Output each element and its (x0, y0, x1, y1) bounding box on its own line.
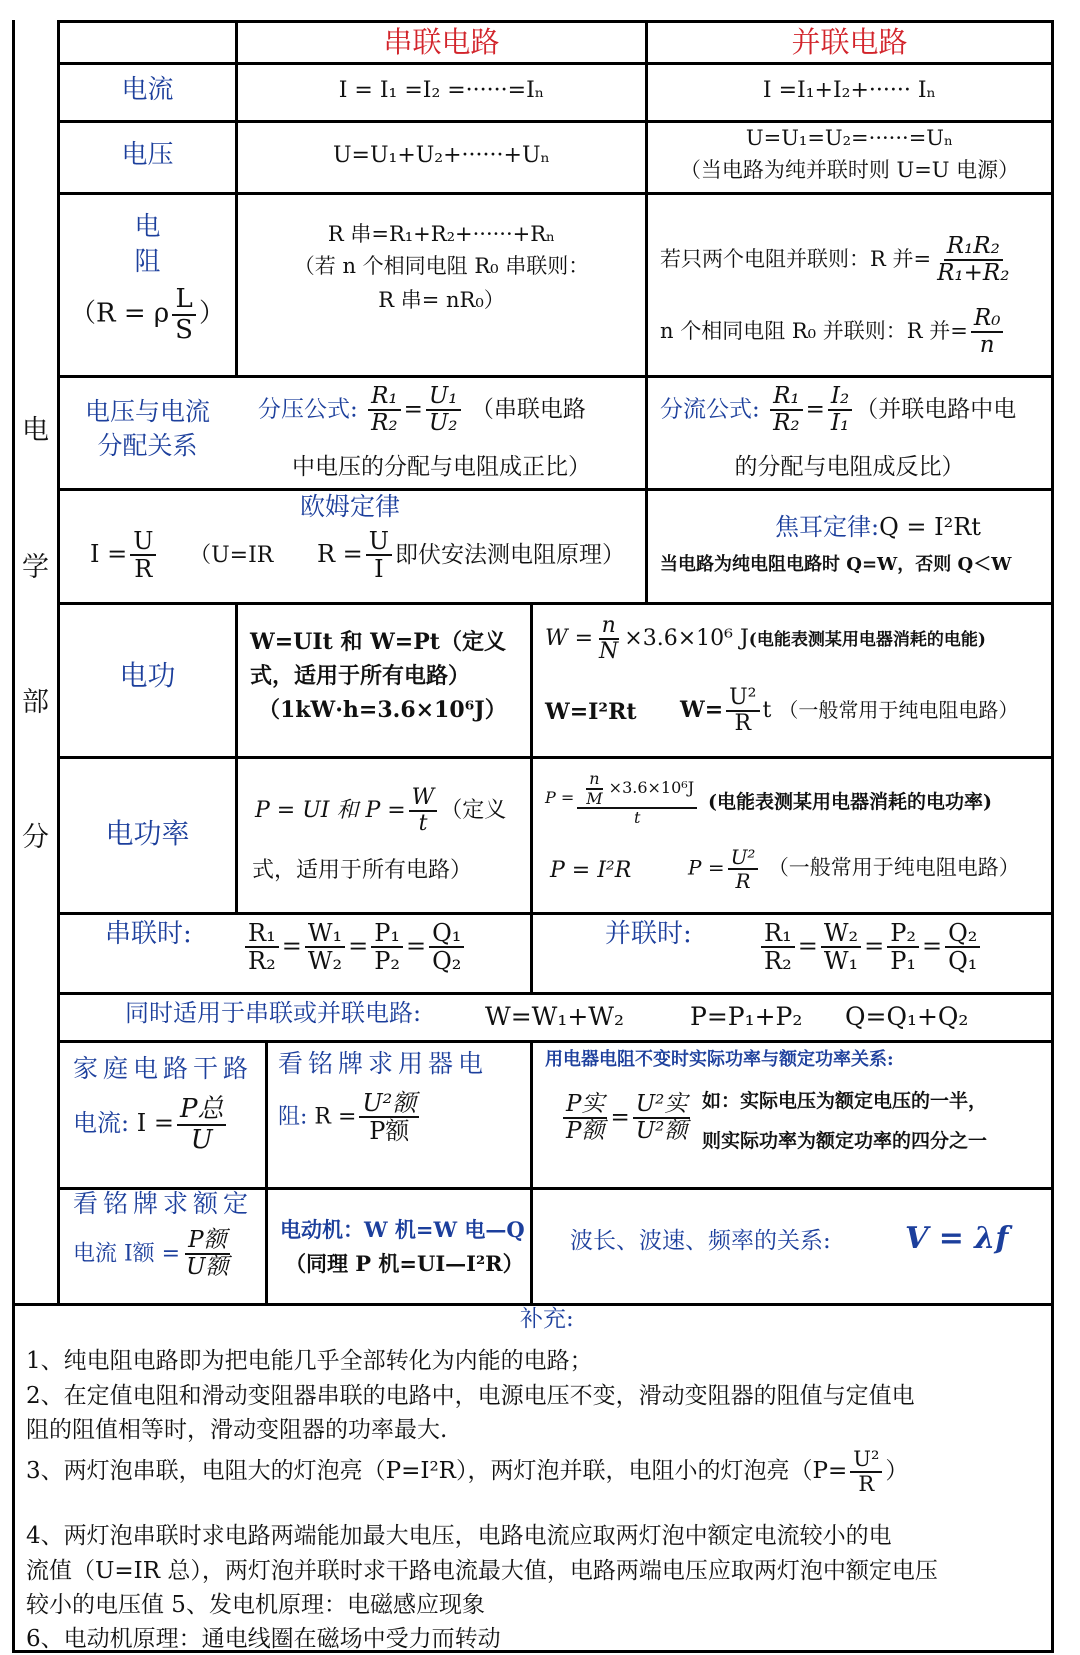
actual-p-fraction (563, 1092, 607, 1145)
ratio-parallel-q-num: Q₂ (945, 920, 980, 948)
wave-title: 波长、波速、频率的关系: (570, 1228, 831, 1254)
plate-i-title: 看铭牌求额定 (73, 1189, 254, 1218)
ohm-i-fraction (130, 528, 156, 583)
power-f2: P = I²R (550, 858, 632, 883)
ratio-series-r-den: R₂ (248, 947, 276, 976)
row-line-6 (57, 602, 1054, 605)
resistance-series-1: R 串=R₁+R₂+······+Rₙ (327, 222, 556, 246)
divider-series-u-fraction (426, 384, 461, 437)
divider-label-1: 电压与电流 (84, 397, 210, 426)
work-def-2: 式，适用于所有电路） (250, 663, 471, 689)
resistance-parallel-two-fraction (934, 234, 1012, 287)
border-right (1051, 20, 1054, 1653)
work-def-1: W=UIt 和 W=Pt（定义 (250, 629, 506, 655)
col-line-label-work (235, 602, 238, 915)
resistance-def-suffix: ） (198, 298, 225, 329)
divider-parallel-line2: 的分配与电阻成反比） (734, 454, 965, 480)
col-line-label-bottom (265, 1040, 268, 1306)
side-label-4: 分 (22, 822, 49, 853)
work-f3-tail: t (762, 698, 772, 724)
ratio-parallel-p (887, 920, 919, 975)
work-f3-note: （一般常用于纯电阻电路） (778, 698, 1019, 723)
side-label-3: 部 (22, 687, 49, 718)
resistance-label-1: 电 (134, 212, 161, 242)
work-f3-fraction (726, 686, 759, 736)
ohm-formulas (90, 528, 625, 583)
plate-i-num: P额 (185, 1228, 229, 1255)
resistance-series-2: （若 n 个相同电阻 R₀ 串联则： (293, 254, 590, 278)
power-meter-tail: ×3.6×10⁶J (608, 778, 695, 798)
home-prefix: 电流: (73, 1109, 130, 1138)
ratios-series-title: 串联时: (105, 919, 192, 949)
actual-formula: $\frac{\text{P实}}{\text{P额}}$ = $\frac{\text{U²实}}{\text{U²额}}$ (560, 1092, 693, 1145)
home-fraction (177, 1095, 227, 1154)
row-line-3 (57, 192, 1054, 195)
current-series: I = I₁ =I₂ =······=Iₙ (338, 78, 545, 103)
power-meter-fraction (577, 770, 697, 827)
motor-line-2: （同理 P 机=UI—I²R） (285, 1251, 524, 1276)
divider-label-2: 分配关系 (97, 431, 198, 460)
home-den: U (190, 1124, 213, 1155)
resistance-parallel-n-den: n (979, 332, 995, 359)
resistance-series-3: R 串= nR₀） (378, 288, 505, 312)
resistance-def-num: L (172, 285, 195, 316)
note-3-den: R (858, 1472, 875, 1497)
divider-parallel-title: 分流公式: (660, 396, 760, 423)
work-meter-formula (545, 614, 986, 664)
border-top (57, 20, 1054, 23)
note-6: 6、电动机原理：通电线圈在磁场中受力而转动 (26, 1626, 501, 1652)
ratio-parallel-p-den: P₁ (890, 947, 916, 976)
note-3-fraction (850, 1448, 882, 1496)
plate-i-prefix: 电流 I额 = (73, 1241, 181, 1267)
note-4a: 4、两灯泡串联时求电路两端能加最大电压，电路电流应取两灯泡中额定电流较小的电 (26, 1523, 892, 1549)
ohm-i-num: U (130, 528, 156, 556)
plate-r-prefix: 阻: (278, 1104, 308, 1130)
divider-series-u-den: U₂ (428, 410, 458, 437)
ratio-series-q-den: Q₂ (432, 947, 462, 976)
ratio-series-q-num: Q₁ (429, 920, 464, 948)
resistance-def-den: S (175, 314, 193, 345)
joule-law (775, 514, 981, 542)
joule-title: 焦耳定律: (775, 513, 880, 541)
resistance-parallel-two-num: R₁R₂ (944, 234, 1003, 261)
actual-u-fraction (633, 1092, 691, 1145)
power-def-fraction (409, 786, 438, 836)
motor-line-1: 电动机：W 机=W 电—Q (280, 1217, 525, 1242)
power-def (255, 786, 506, 836)
ratio-series-w-den: W₂ (307, 947, 343, 976)
side-label-2: 学 (22, 552, 49, 583)
ratios-parallel-title: 并联时: (605, 919, 692, 949)
ratio-parallel-r (761, 920, 795, 975)
actual-p-den: P额 (566, 1118, 605, 1145)
resistance-parallel-n (660, 306, 1006, 359)
row-line-1 (57, 62, 1054, 65)
work-meter-tail: ×3.6×10⁶ J (624, 626, 749, 652)
both-f2: P=P₁+P₂ (690, 1002, 803, 1031)
divider-series-formula: 分压公式: $\frac{\text{R₁}}{\text{R₂}}$ = $\frac{\text{U₁}}{\text{U₂}}$ （串联电路 (258, 383, 586, 437)
work-meter-fraction (596, 614, 621, 664)
note-4b: 流值（U=IR 总），两灯泡并联时求干路电流最大值，电路两端电压应取两灯泡中额定电压 (26, 1558, 938, 1584)
plate-i-fraction (183, 1228, 231, 1281)
wave-formula: V = λf (905, 1221, 1009, 1256)
row-line-2 (57, 120, 1054, 123)
current-parallel: I =I₁+I₂+······ Iₙ (762, 78, 937, 103)
both-f1: W=W₁+W₂ (485, 1002, 625, 1031)
ohm-r-num: U (366, 528, 392, 556)
divider-parallel-r-num: R₁ (770, 384, 803, 411)
ratio-parallel-p-num: P₂ (887, 920, 919, 948)
note-3 (26, 1448, 908, 1496)
ratio-parallel-r-den: R₂ (764, 947, 792, 976)
ohm-tail: 即伏安法测电阻原理） (395, 541, 626, 568)
ratio-series-w-num: W₁ (305, 920, 345, 948)
both-f3: Q=Q₁+Q₂ (845, 1002, 969, 1031)
divider-parallel-r-fraction (770, 384, 803, 437)
ohm-r-den: I (374, 555, 384, 584)
power-def-num: W (409, 786, 438, 812)
work-f3-num: U² (726, 686, 759, 712)
row-line-9 (57, 992, 1054, 995)
ratio-series-q (429, 920, 464, 975)
ratio-parallel-w (821, 920, 861, 975)
resistance-definition (60, 285, 235, 344)
ohm-mid: （U=IR (189, 542, 274, 568)
power-meter-prefix: P = (545, 787, 575, 807)
note-4c: 较小的电压值 5、发电机原理：电磁感应现象 (26, 1592, 485, 1618)
plate-r-r-prefix: R = (314, 1104, 357, 1130)
divider-series-r-num: R₁ (368, 384, 401, 411)
divider-parallel-tail: （并联电路中电 (855, 396, 1017, 423)
actual-p-num: P实 (563, 1092, 607, 1119)
col-line-mid-bottom (530, 1040, 533, 1306)
work-label: 电功 (119, 659, 176, 692)
work-f3-prefix: W= (680, 697, 724, 724)
power-def-tail: （定义 (440, 798, 507, 824)
work-meter-note: (电能表测某用电器消耗的电能) (748, 630, 986, 651)
power-def-prefix: P = UI 和 P = (255, 798, 406, 824)
plate-r-num: U²额 (359, 1090, 419, 1118)
actual-u-num: U²实 (633, 1092, 691, 1119)
actual-example-1: 如：实际电压为额定电压的一半， (702, 1090, 988, 1112)
voltage-parallel-2: （当电路为纯并联时则 U=U 电源） (679, 158, 1020, 182)
col-line-mid-work (530, 602, 533, 995)
power-f3-note: （一般常用于纯电阻电路） (767, 855, 1020, 880)
power-meter-inner-fraction (583, 770, 605, 807)
divider-parallel-r-den: R₂ (773, 410, 800, 437)
power-meter-inner-num: n (586, 770, 602, 790)
row-line-4 (57, 375, 1054, 378)
work-f2: W=I²Rt (545, 699, 637, 725)
power-meter-numerator (577, 770, 697, 809)
notes-title: 补充: (520, 1306, 574, 1332)
divider-parallel-i-den: I₁ (830, 410, 850, 437)
ohm-r-fraction (366, 528, 392, 583)
home-title: 家庭电路干路 (73, 1054, 254, 1083)
both-title: 同时适用于串联或并联电路: (125, 999, 422, 1027)
ohm-title: 欧姆定律 (300, 492, 401, 521)
row-line-10 (57, 1040, 1054, 1043)
voltage-series: U=U₁+U₂+······+Uₙ (332, 143, 550, 168)
border-left (12, 20, 15, 1653)
home-formula (73, 1095, 229, 1154)
divider-series-r-fraction (368, 384, 401, 437)
divider-series-r-den: R₂ (371, 410, 398, 437)
ohm-r-prefix: R = (316, 539, 363, 568)
power-f3-prefix: P = (688, 855, 725, 880)
work-meter-prefix: W = (545, 626, 594, 652)
home-num: P总 (177, 1095, 227, 1126)
plate-r-den: P额 (369, 1117, 410, 1146)
ohm-i-den: R (134, 555, 153, 584)
ratio-parallel-r-num: R₁ (761, 920, 795, 948)
ratio-series-p-den: P₂ (374, 947, 400, 976)
ratios-parallel: $\frac{\text{R₁}}{\text{R₂}}$ = $\frac{\text{W₂}}{\text{W₁}}$ = $\frac{\text{P₂}}{\text{P₁}}$ = $\frac{\text{Q₂}}{\text{Q₁}}$ (758, 920, 983, 975)
resistance-def-prefix: （R = ρ (69, 298, 170, 329)
header-parallel: 并联电路 (791, 25, 908, 59)
power-label: 电功率 (105, 817, 190, 850)
work-meter-num: n (599, 614, 619, 640)
ratio-series-p-num: P₁ (371, 920, 403, 948)
power-f3-den: R (735, 869, 751, 893)
ratio-parallel-w-num: W₂ (821, 920, 861, 948)
divider-parallel-i-num: I₂ (828, 384, 852, 411)
voltage-label: 电压 (121, 140, 174, 170)
note-3-text: 3、两灯泡串联，电阻大的灯泡亮（P=I²R），两灯泡并联，电阻小的灯泡亮（P= (26, 1458, 848, 1485)
work-def-3: （1kW·h=3.6×10⁶J） (258, 697, 507, 723)
power-meter-den: t (633, 808, 641, 828)
ratio-parallel-q-den: Q₁ (948, 947, 978, 976)
note-3-tail: ） (885, 1458, 909, 1485)
power-def-den: t (418, 811, 428, 837)
resistance-parallel-two-den: R₁+R₂ (937, 260, 1010, 287)
work-meter-den: N (599, 639, 619, 665)
divider-parallel-i-fraction (828, 384, 852, 437)
resistance-parallel-two (660, 234, 1015, 287)
ratio-parallel-q (945, 920, 980, 975)
power-f3-num: U² (728, 846, 759, 870)
side-label-1: 电 (22, 415, 49, 446)
note-2a: 2、在定值电阻和滑动变阻器串联的电路中，电源电压不变，滑动变阻器的阻值与定值电 (26, 1383, 915, 1409)
work-f3-den: R (734, 711, 752, 737)
header-series: 串联电路 (383, 25, 500, 59)
divider-series-u-num: U₁ (426, 384, 461, 411)
ratio-series-r (245, 920, 279, 975)
resistance-parallel-two-text: 若只两个电阻并联则：R 并= (660, 246, 932, 271)
power-meter-inner-den: M (586, 788, 603, 808)
ratio-parallel-w-den: W₁ (823, 947, 859, 976)
power-def-line2: 式，适用于所有电路） (252, 858, 473, 883)
resistance-label-2: 阻 (134, 247, 161, 277)
actual-title: 用电器电阻不变时实际功率与额定功率关系: (545, 1049, 894, 1070)
plate-r-fraction (359, 1090, 419, 1145)
plate-r-formula (278, 1090, 422, 1145)
ratios-series: $\frac{\text{R₁}}{\text{R₂}}$ = $\frac{\text{W₁}}{\text{W₂}}$ = $\frac{\text{P₁}}{\text{P₂}}$ = $\frac{\text{Q₁}}{\text{Q₂}}$ (242, 920, 467, 975)
divider-series-tail: （串联电路 (470, 396, 586, 423)
divider-series-line2: 中电压的分配与电阻成正比） (292, 454, 591, 480)
note-3-num: U² (850, 1448, 882, 1473)
resistance-parallel-n-num: R₀ (971, 306, 1004, 333)
actual-u-den: U²额 (635, 1118, 688, 1145)
power-meter-formula (545, 770, 700, 827)
plate-i-formula (73, 1228, 235, 1281)
joule-formula: Q = I²Rt (879, 513, 981, 541)
divider-parallel-formula: 分流公式: $\frac{\text{R₁}}{\text{R₂}}$ = $\frac{\text{I₂}}{\text{I₁}}$ （并联电路中电 (660, 384, 1017, 437)
resistance-parallel-n-text: n 个相同电阻 R₀ 并联则：R 并= (660, 318, 968, 343)
row-line-5 (57, 488, 1054, 491)
actual-example-2: 则实际功率为额定功率的四分之一 (702, 1130, 988, 1152)
row-line-8 (57, 912, 1054, 915)
resistance-def-fraction (172, 285, 196, 344)
note-1: 1、纯电阻电路即为把电能几乎全部转化为内能的电路； (26, 1348, 593, 1374)
power-f3 (688, 846, 1020, 892)
col-line-mid-ohm (645, 488, 648, 605)
resistance-parallel-n-fraction (971, 306, 1004, 359)
joule-note: 当电路为纯电阻电路时 Q=W，否则 Q＜W (660, 554, 1012, 575)
power-f3-fraction (728, 846, 759, 892)
plate-r-title: 看铭牌求用器电 (278, 1049, 489, 1078)
plate-i-den: U额 (186, 1254, 229, 1281)
work-f3 (680, 686, 1018, 736)
ratio-series-r-num: R₁ (245, 920, 279, 948)
note-2b: 阻的阻值相等时，滑动变阻器的功率最大. (26, 1417, 448, 1443)
voltage-parallel-1: U=U₁=U₂=······=Uₙ (745, 126, 954, 150)
ohm-i-prefix: I = (90, 539, 128, 568)
current-label: 电流 (121, 75, 174, 105)
home-i-prefix: I = (136, 1109, 174, 1138)
power-meter-note: (电能表测某用电器消耗的电功率) (708, 791, 992, 813)
divider-series-title: 分压公式: (258, 396, 358, 423)
col-line-label-upper (235, 20, 238, 378)
ratio-series-p (371, 920, 403, 975)
row-line-7 (57, 756, 1054, 759)
ratio-series-w (305, 920, 345, 975)
